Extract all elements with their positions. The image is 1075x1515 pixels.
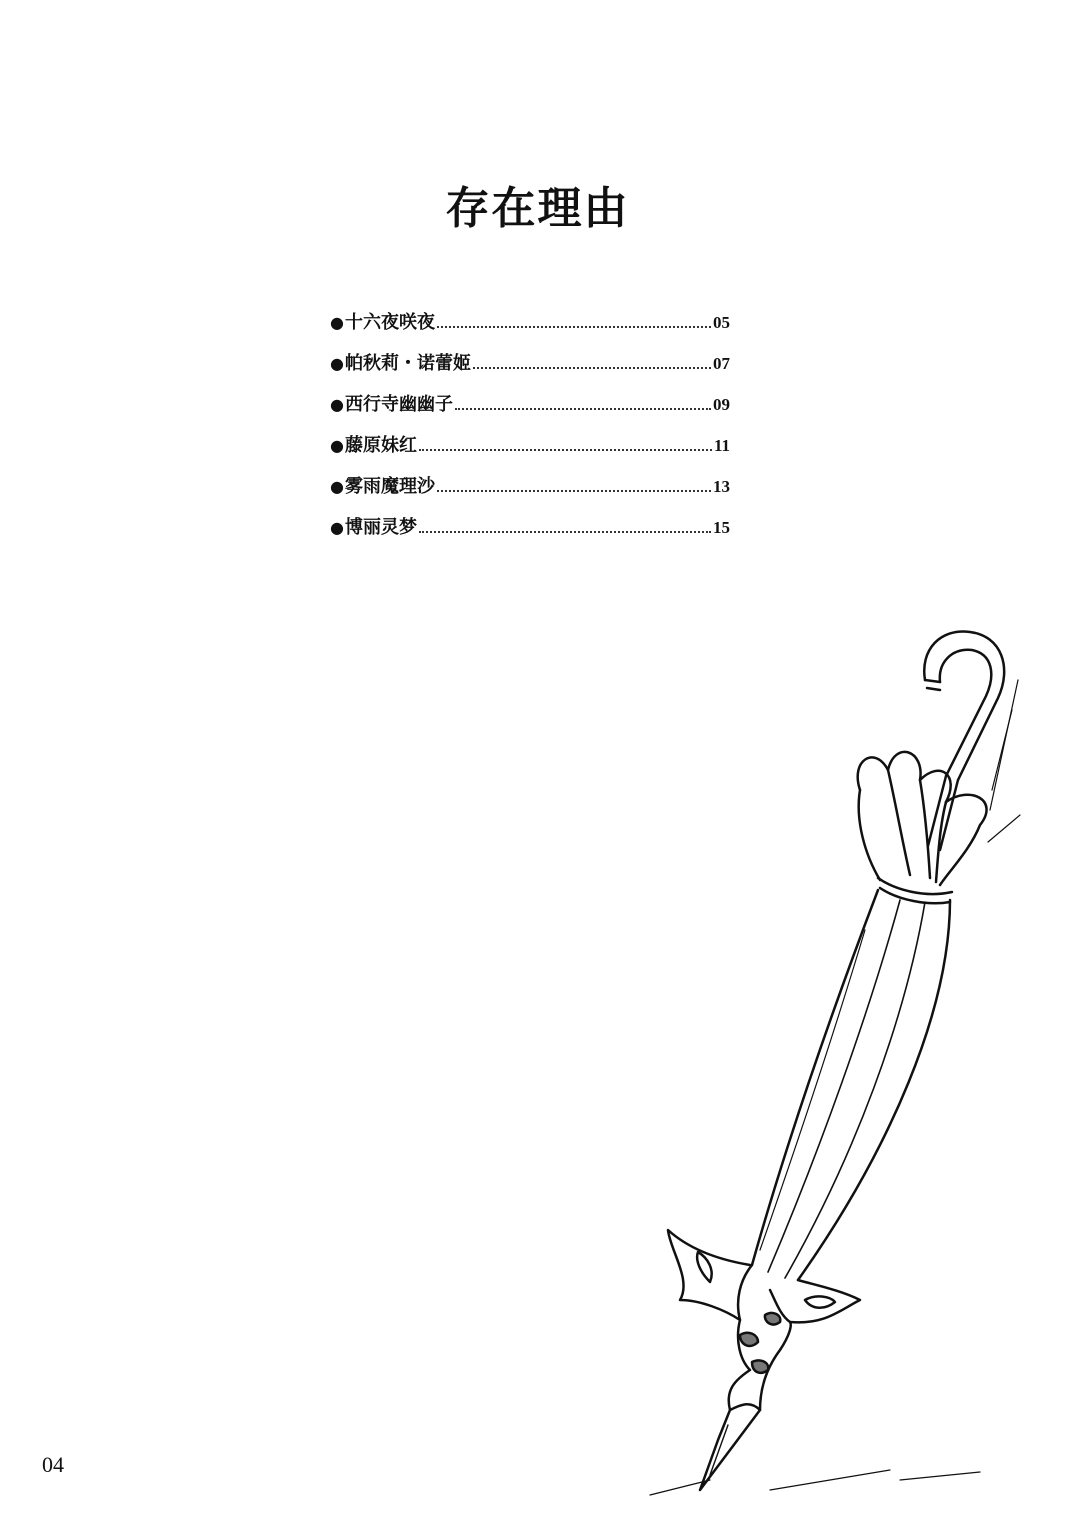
- toc-item-label: 藤原妹红: [344, 435, 417, 456]
- bullet-icon: ●: [330, 354, 344, 373]
- toc-item-page: 15: [713, 518, 730, 537]
- page-number: 04: [42, 1452, 64, 1477]
- toc-item[interactable]: [330, 308, 730, 349]
- toc-item[interactable]: [330, 472, 730, 513]
- toc-item-page: 09: [713, 395, 730, 414]
- toc-item-label: 西行寺幽幽子: [344, 394, 453, 415]
- toc-item-page: 05: [713, 313, 730, 332]
- dot-leader: [419, 449, 712, 451]
- bullet-icon: ●: [330, 313, 344, 332]
- toc-item-label: 帕秋莉・诺蕾姬: [344, 353, 471, 374]
- umbrella-icon: [640, 610, 1040, 1510]
- dot-leader: [473, 367, 711, 369]
- dot-leader: [419, 531, 711, 533]
- toc-item-page: 13: [713, 477, 730, 496]
- bullet-icon: ●: [330, 477, 344, 496]
- toc-item-label: 雾雨魔理沙: [344, 476, 435, 497]
- dot-leader: [455, 408, 711, 410]
- page-title: 存在理由: [445, 183, 630, 234]
- bullet-icon: ●: [330, 436, 344, 455]
- dot-leader: [437, 326, 711, 328]
- toc-item[interactable]: [330, 349, 730, 390]
- toc-item[interactable]: [330, 513, 730, 554]
- toc-item-page: 11: [713, 436, 730, 455]
- toc-item[interactable]: [330, 390, 730, 431]
- toc-item[interactable]: [330, 431, 730, 472]
- toc-item-page: 07: [713, 354, 730, 373]
- toc-item-label: 博丽灵梦: [344, 517, 417, 538]
- dot-leader: [437, 490, 711, 492]
- toc-item-label: 十六夜咲夜: [344, 312, 435, 333]
- bullet-icon: ●: [330, 395, 344, 414]
- bullet-icon: ●: [330, 518, 344, 537]
- table-of-contents: [330, 308, 730, 554]
